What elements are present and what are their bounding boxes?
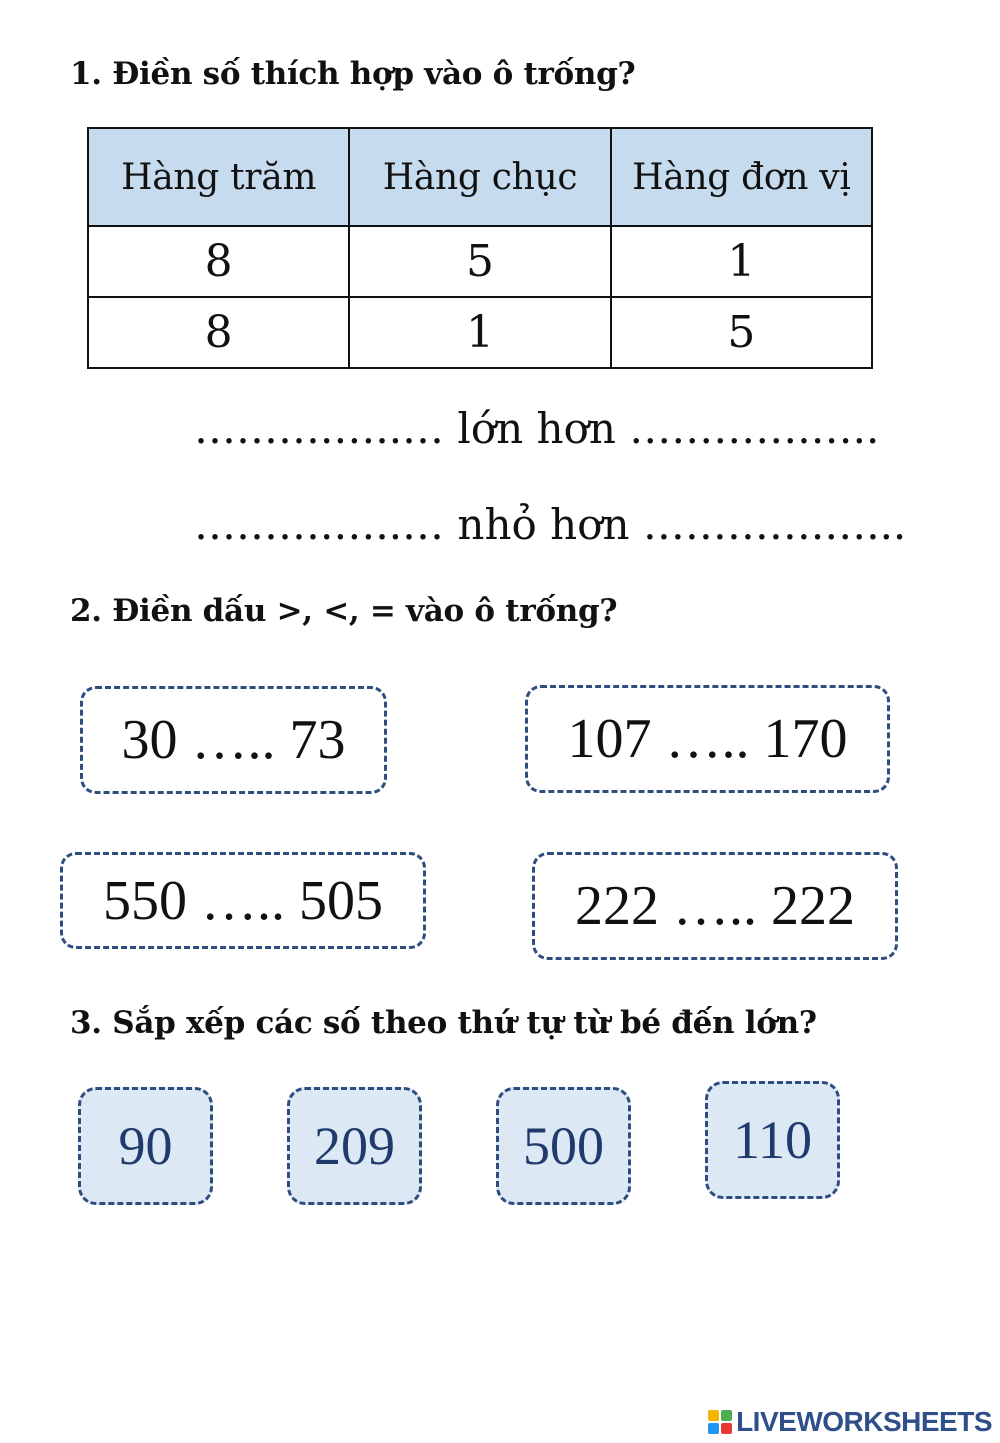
compare-box-550-505[interactable]: 550 ….. 505 <box>60 852 426 949</box>
table-row <box>88 297 872 368</box>
cell-row1-ones: 1 <box>611 226 872 297</box>
liveworksheets-brand <box>708 1406 992 1438</box>
number-card-209[interactable]: 209 <box>287 1087 422 1205</box>
less-than-answer-line[interactable]: ……….…..… nhỏ hơn ………….…... <box>194 500 907 549</box>
liveworksheets-logo-icon <box>708 1410 732 1434</box>
place-value-table <box>87 127 873 369</box>
header-tens: Hàng chục <box>349 128 610 226</box>
header-ones: Hàng đơn vị <box>611 128 872 226</box>
cell-row1-tens: 5 <box>349 226 610 297</box>
question-2-title: 2. Điền dấu >, <, = vào ô trống? <box>70 593 618 629</box>
table-row <box>88 226 872 297</box>
number-card-500[interactable]: 500 <box>496 1087 631 1205</box>
brand-name: LIVEWORKSHEETS <box>736 1406 992 1437</box>
compare-box-222-222[interactable]: 222 ….. 222 <box>532 852 898 960</box>
number-card-90[interactable]: 90 <box>78 1087 213 1205</box>
cell-row1-hundreds: 8 <box>88 226 349 297</box>
compare-box-107-170[interactable]: 107 ….. 170 <box>525 685 890 793</box>
cell-row2-tens: 1 <box>349 297 610 368</box>
cell-row2-hundreds: 8 <box>88 297 349 368</box>
compare-box-30-73[interactable]: 30 ….. 73 <box>80 686 387 794</box>
greater-than-answer-line[interactable]: ……….…..… lớn hơn ………….….. <box>194 404 880 453</box>
cell-row2-ones: 5 <box>611 297 872 368</box>
number-card-110[interactable]: 110 <box>705 1081 840 1199</box>
table-header-row <box>88 128 872 226</box>
question-1-title: 1. Điền số thích hợp vào ô trống? <box>70 56 636 92</box>
header-hundreds: Hàng trăm <box>88 128 349 226</box>
question-3-title: 3. Sắp xếp các số theo thứ tự từ bé đến lớn? <box>70 1005 817 1041</box>
